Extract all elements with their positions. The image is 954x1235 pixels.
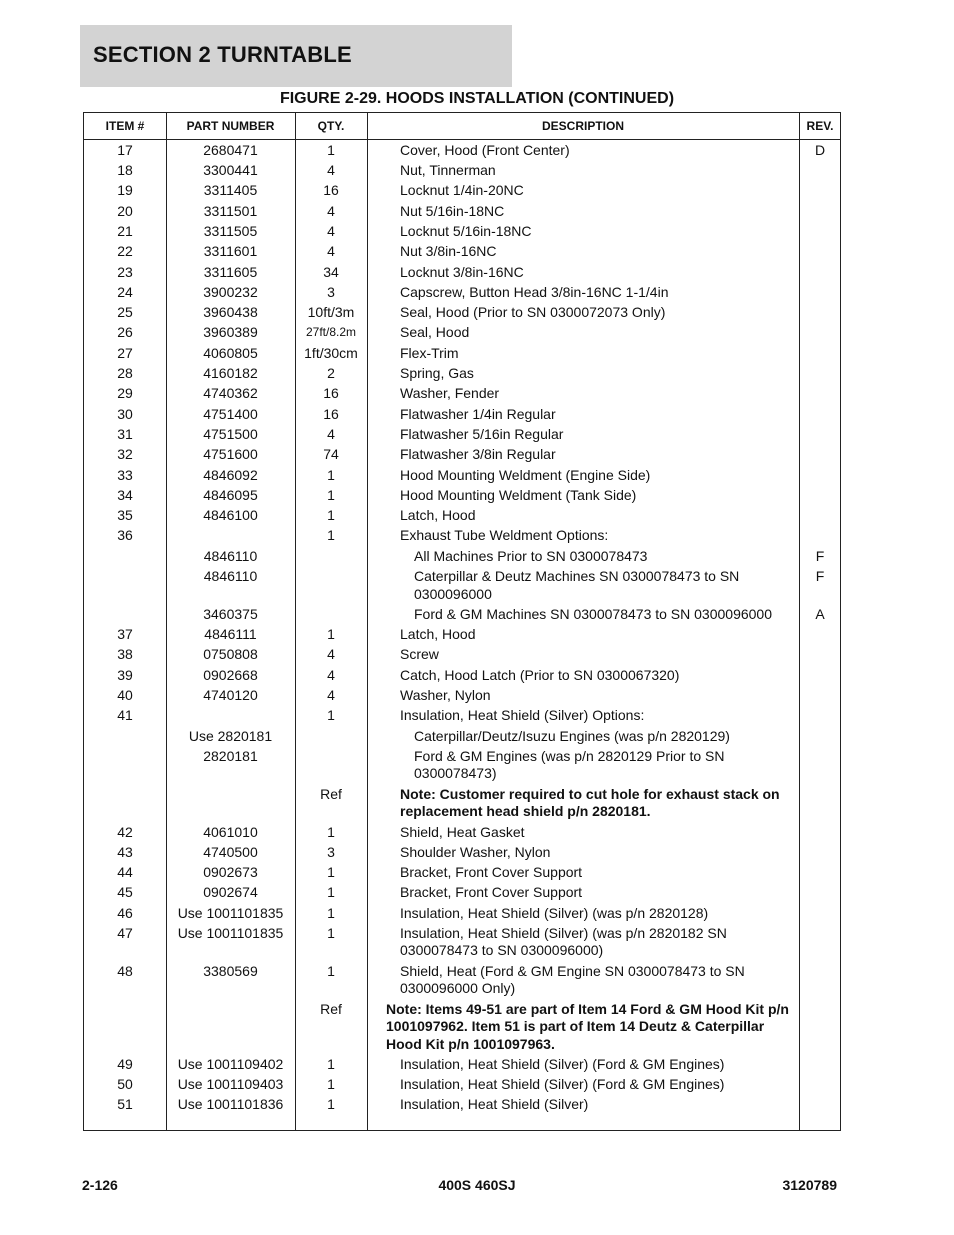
table-row [84, 403, 840, 423]
part-number: 4846100 [203, 507, 258, 524]
table-row [84, 220, 840, 240]
table-row [84, 139, 840, 159]
description: Insulation, Heat Shield (Silver) (Ford & GM Engines) [400, 1055, 725, 1072]
item-number: 49 [117, 1055, 133, 1072]
part-number: 4160182 [203, 365, 258, 382]
item-number: 51 [117, 1096, 133, 1113]
part-number: 3311601 [203, 243, 258, 260]
part-number: 3960389 [203, 324, 258, 341]
item-number: 32 [117, 446, 133, 463]
header-part-number: PART NUMBER [186, 119, 275, 133]
quantity: 4 [327, 222, 335, 239]
table-row [84, 525, 840, 545]
quantity: 34 [323, 263, 339, 280]
item-number: 50 [117, 1076, 133, 1093]
item-number: 25 [117, 304, 133, 321]
part-number: 0750808 [203, 646, 258, 663]
item-number: 27 [117, 344, 133, 361]
item-number: 40 [117, 687, 133, 704]
description: Washer, Nylon [400, 687, 491, 704]
item-number: 30 [117, 405, 133, 422]
table-row [84, 159, 840, 179]
table-row [84, 301, 840, 321]
description: Caterpillar & Deutz Machines SN 0300078473 to SN 0300096000 [414, 568, 740, 602]
description: Hood Mounting Weldment (Tank Side) [400, 486, 637, 503]
quantity: 1 [327, 924, 335, 941]
table-row [84, 644, 840, 664]
description: Insulation, Heat Shield (Silver) (Ford & GM Engines) [400, 1076, 725, 1093]
quantity: 1 [327, 527, 335, 544]
item-number: 37 [117, 626, 133, 643]
quantity: 1 [327, 904, 335, 921]
document-number: 3120789 [782, 1177, 837, 1193]
table-row [84, 960, 840, 998]
quantity: 4 [327, 425, 335, 442]
table-row [84, 281, 840, 301]
revision: D [814, 141, 826, 158]
description: Bracket, Front Cover Support [400, 864, 583, 881]
header-rev: REV. [806, 119, 834, 133]
quantity: 1 [327, 884, 335, 901]
quantity: 1 [327, 707, 335, 724]
description: Seal, Hood [400, 324, 470, 341]
quantity: Ref [320, 785, 342, 802]
description: Locknut 5/16in-18NC [400, 222, 532, 239]
revision: A [815, 605, 825, 622]
part-number: 3311501 [203, 202, 258, 219]
quantity: 4 [327, 646, 335, 663]
table-row [84, 443, 840, 463]
item-number: 43 [117, 843, 133, 860]
section-banner [80, 25, 512, 87]
section-title: SECTION 2 TURNTABLE [93, 42, 352, 67]
item-number: 39 [117, 666, 133, 683]
figure-title: FIGURE 2-29. HOODS INSTALLATION (CONTINUED) [279, 90, 675, 107]
description: Locknut 3/8in-16NC [400, 263, 524, 280]
table-row [84, 1053, 840, 1073]
table-row [84, 261, 840, 281]
description: Nut 5/16in-18NC [400, 202, 505, 219]
quantity: 1 [327, 466, 335, 483]
table-row [84, 783, 840, 821]
part-number: 3460375 [203, 605, 258, 622]
table-row [84, 684, 840, 704]
item-number: 31 [117, 425, 133, 442]
description: Latch, Hood [400, 626, 476, 643]
item-number: 18 [117, 162, 133, 179]
table-row [84, 200, 840, 220]
quantity: 3 [327, 283, 335, 300]
description: Capscrew, Button Head 3/8in-16NC 1-1/4in [400, 283, 669, 300]
part-number: 3311605 [203, 263, 258, 280]
description: Note: Customer required to cut hole for exhaust stack on replacement head shield p/n 2820181. [400, 785, 780, 820]
quantity: 16 [323, 182, 339, 199]
table-row [84, 322, 840, 342]
part-number: 4846111 [204, 626, 257, 643]
part-number: 4846110 [203, 568, 258, 585]
part-number: Use 1001101835 [177, 904, 284, 921]
quantity: 27ft/8.2m [305, 325, 357, 340]
part-number: 3311405 [203, 182, 258, 199]
table-body [84, 139, 840, 1114]
item-number: 29 [117, 385, 133, 402]
quantity: 74 [323, 446, 339, 463]
part-number: 3960438 [203, 304, 258, 321]
description: Cover, Hood (Front Center) [400, 141, 570, 158]
description: Bracket, Front Cover Support [400, 884, 583, 901]
description: Hood Mounting Weldment (Engine Side) [400, 466, 651, 483]
item-number: 46 [117, 904, 133, 921]
quantity: 1 [327, 626, 335, 643]
quantity: 4 [327, 666, 335, 683]
description: Insulation, Heat Shield (Silver) [400, 1096, 589, 1113]
description: Latch, Hood [400, 507, 476, 524]
header-description: DESCRIPTION [541, 119, 624, 133]
description: Screw [400, 646, 439, 663]
description: Nut 3/8in-16NC [400, 243, 497, 260]
description: Exhaust Tube Weldment Options: [400, 527, 609, 544]
table-row [84, 484, 840, 504]
table-row [84, 545, 840, 565]
part-number: 4740362 [203, 385, 258, 402]
part-number: 3900232 [203, 283, 258, 300]
quantity: 4 [327, 202, 335, 219]
table-row [84, 623, 840, 643]
revision: F [815, 568, 825, 585]
item-number: 35 [117, 507, 133, 524]
description: Caterpillar/Deutz/Isuzu Engines (was p/n 2820129) [414, 727, 730, 744]
table-row [84, 342, 840, 362]
table-row [84, 882, 840, 902]
description: Nut, Tinnerman [400, 162, 496, 179]
table-row [84, 362, 840, 382]
part-number: 2680471 [203, 141, 258, 158]
part-number: Use 1001101835 [177, 924, 284, 941]
quantity: 1 [327, 1076, 335, 1093]
table-row [84, 504, 840, 524]
description: Flatwasher 5/16in Regular [400, 425, 564, 442]
header-qty: QTY. [317, 119, 345, 133]
table-row [84, 745, 840, 783]
description: Seal, Hood (Prior to SN 0300072073 Only) [400, 304, 666, 321]
description: Shield, Heat Gasket [400, 823, 525, 840]
description: Insulation, Heat Shield (Silver) (was p/n 2820128) [400, 904, 709, 921]
table-row [84, 902, 840, 922]
part-number: 3311505 [203, 222, 258, 239]
quantity: 1ft/30cm [304, 344, 358, 361]
quantity: 2 [327, 365, 335, 382]
quantity: 16 [323, 385, 339, 402]
table-row [84, 1073, 840, 1093]
part-number: 4061010 [203, 823, 258, 840]
part-number: Use 2820181 [188, 727, 273, 744]
table-row [84, 705, 840, 725]
quantity: 1 [327, 141, 335, 158]
item-number: 24 [117, 283, 133, 300]
description: Ford & GM Machines SN 0300078473 to SN 0300096000 [414, 605, 773, 622]
part-number: 4751600 [203, 446, 258, 463]
part-number: 4751400 [203, 405, 258, 422]
description: Insulation, Heat Shield (Silver) (was p/n 2820182 SN 0300078473 to SN 0300096000) [400, 924, 727, 959]
description: Insulation, Heat Shield (Silver) Options: [400, 707, 645, 724]
quantity: 1 [327, 864, 335, 881]
table-row [84, 841, 840, 861]
description: Ford & GM Engines (was p/n 2820129 Prior to SN 0300078473) [414, 747, 725, 782]
part-number: 4846095 [203, 486, 258, 503]
item-number: 33 [117, 466, 133, 483]
parts-table [83, 112, 841, 1131]
description: Note: Items 49-51 are part of Item 14 Ford & GM Hood Kit p/n 1001097962. Item 51 is part of Item 14 Deutz & Caterpillar Hood Kit p/n 1001097963. [386, 1000, 789, 1052]
part-number: 0902674 [203, 884, 258, 901]
part-number: Use 1001109402 [177, 1055, 284, 1072]
part-number: 4846092 [203, 466, 258, 483]
table-row [84, 464, 840, 484]
quantity: 1 [327, 507, 335, 524]
part-number: Use 1001101836 [177, 1096, 284, 1113]
quantity: 1 [327, 1055, 335, 1072]
item-number: 36 [117, 527, 133, 544]
part-number: 4740500 [203, 843, 258, 860]
description: Locknut 1/4in-20NC [400, 182, 524, 199]
table-row [84, 1094, 840, 1114]
part-number: Use 1001109403 [177, 1076, 284, 1093]
quantity: 10ft/3m [307, 304, 355, 321]
table-row [84, 664, 840, 684]
item-number: 38 [117, 646, 133, 663]
description: Flatwasher 3/8in Regular [400, 446, 556, 463]
item-number: 42 [117, 823, 133, 840]
quantity: 4 [327, 243, 335, 260]
description: Flatwasher 1/4in Regular [400, 405, 556, 422]
part-number: 4060805 [203, 344, 258, 361]
quantity: 1 [327, 962, 335, 979]
quantity: 4 [327, 687, 335, 704]
table-row [84, 423, 840, 443]
item-number: 41 [117, 707, 133, 724]
item-number: 21 [117, 222, 133, 239]
table-row [84, 821, 840, 841]
description: Shoulder Washer, Nylon [400, 843, 551, 860]
item-number: 23 [117, 263, 133, 280]
part-number: 3380569 [203, 962, 258, 979]
quantity: 16 [323, 405, 339, 422]
item-number: 26 [117, 324, 133, 341]
quantity: 1 [327, 486, 335, 503]
part-number: 0902668 [203, 666, 258, 683]
quantity: 1 [327, 1096, 335, 1113]
part-number: 4740120 [203, 687, 258, 704]
item-number: 34 [117, 486, 133, 503]
item-number: 19 [117, 182, 133, 199]
item-number: 48 [117, 962, 133, 979]
table-row [84, 603, 840, 623]
table-row [84, 725, 840, 745]
model-number: 400S 460SJ [438, 1177, 516, 1193]
quantity: Ref [320, 1000, 342, 1017]
description: Shield, Heat (Ford & GM Engine SN 0300078473 to SN 0300096000 Only) [400, 962, 745, 997]
item-number: 22 [117, 243, 133, 260]
item-number: 20 [117, 202, 133, 219]
item-number: 47 [117, 924, 133, 941]
table-row [84, 565, 840, 603]
part-number: 4751500 [203, 425, 258, 442]
item-number: 45 [117, 884, 133, 901]
part-number: 4846110 [203, 547, 258, 564]
quantity: 4 [327, 162, 335, 179]
description: Flex-Trim [400, 344, 459, 361]
table-row [84, 998, 840, 1053]
item-number: 28 [117, 365, 133, 382]
quantity: 3 [327, 843, 335, 860]
revision: F [815, 547, 825, 564]
table-row [84, 383, 840, 403]
table-row [84, 861, 840, 881]
item-number: 44 [117, 864, 133, 881]
description: All Machines Prior to SN 0300078473 [414, 547, 648, 564]
description: Spring, Gas [400, 365, 474, 382]
header-item: ITEM # [105, 119, 145, 133]
table-row [84, 180, 840, 200]
item-number: 17 [117, 141, 133, 158]
part-number: 0902673 [203, 864, 258, 881]
page-number: 2-126 [82, 1177, 118, 1193]
part-number: 3300441 [203, 162, 258, 179]
part-number: 2820181 [203, 747, 258, 764]
quantity: 1 [327, 823, 335, 840]
description: Catch, Hood Latch (Prior to SN 0300067320) [400, 666, 680, 683]
table-header [84, 113, 840, 140]
table-row [84, 240, 840, 260]
table-row [84, 922, 840, 960]
description: Washer, Fender [400, 385, 500, 402]
